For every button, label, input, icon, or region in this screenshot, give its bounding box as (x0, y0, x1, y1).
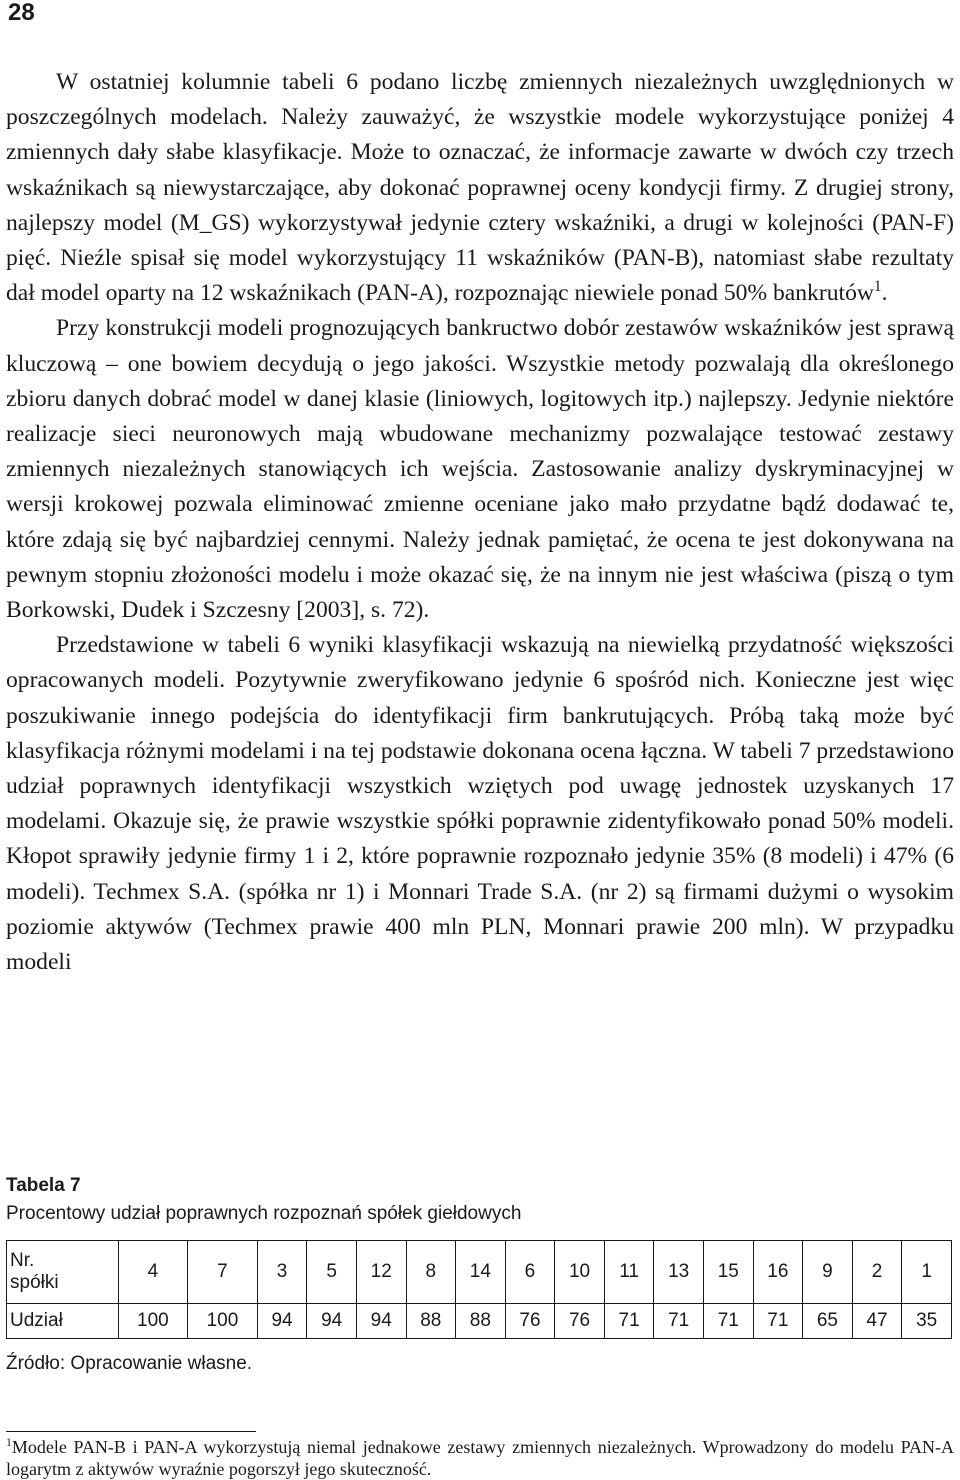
company-number-cell: 9 (803, 1241, 853, 1304)
share-cell: 76 (555, 1304, 605, 1339)
company-number-cell: 6 (505, 1241, 555, 1304)
paragraph-1-end: . (881, 280, 888, 307)
row-header-line1: Nr. (10, 1250, 35, 1271)
footnote (6, 1436, 954, 1480)
company-number-cell: 15 (703, 1241, 753, 1304)
table-caption (6, 1172, 521, 1228)
company-number-cell: 2 (852, 1241, 902, 1304)
share-cell: 76 (505, 1304, 555, 1339)
page-number: 28 (8, 0, 35, 26)
share-cell: 94 (356, 1304, 406, 1339)
company-number-cell: 12 (356, 1241, 406, 1304)
table-label: Tabela 7 (6, 1175, 81, 1196)
share-cell: 35 (902, 1304, 952, 1339)
company-number-cell: 14 (456, 1241, 506, 1304)
share-cell: 100 (188, 1304, 258, 1339)
table-row-company-number (7, 1241, 952, 1304)
body-text (6, 65, 954, 980)
company-number-cell: 4 (118, 1241, 188, 1304)
paragraph-1 (6, 65, 954, 311)
company-number-cell: 13 (654, 1241, 704, 1304)
row-header-company-number (7, 1241, 119, 1304)
results-table (6, 1240, 952, 1339)
company-number-cell: 11 (604, 1241, 654, 1304)
footnote-text: Modele PAN-B i PAN-A wykorzystują niemal jednakowe zestawy zmiennych niezależnych. Wprowadzony do modelu PAN-A logarytm z aktywów wyraźnie pogorszył jego skuteczność. (6, 1437, 954, 1479)
company-number-cell: 3 (257, 1241, 307, 1304)
table-title: Procentowy udział poprawnych rozpoznań spółek giełdowych (6, 1203, 522, 1224)
share-cell: 100 (118, 1304, 188, 1339)
paragraph-2: Przy konstrukcji modeli prognozujących bankructwo dobór zestawów wskaźników jest sprawą kluczową – one bowiem decydują o jego jakości. Wszystkie metody pozwalają dla określonego zbioru danych dobrać model w danej klasie (liniowych, logitowych itp.) najlepszy. Jedynie niektóre realizacje sieci neuronowych mają wbudowane mechanizmy pozwalające testować zestawy zmiennych niezależnych stanowiących ich wejścia. Zastosowanie analizy dyskryminacyjnej w wersji krokowej pozwala eliminować zmienne oceniane jako mało przydatne bądź dodawać te, które zdają się być najbardziej cennymi. Należy jednak pamiętać, że ocena te jest dokonywana na pewnym stopniu złożoności modelu i może okazać się, że na innym nie jest właściwa (piszą o tym Borkowski, Dudek i Szczesny [2003], s. 72). (6, 315, 954, 624)
share-cell: 88 (406, 1304, 456, 1339)
share-cell: 94 (257, 1304, 307, 1339)
row-header-line2: spółki (10, 1272, 59, 1293)
company-number-cell: 16 (753, 1241, 803, 1304)
company-number-cell: 7 (188, 1241, 258, 1304)
footnote-divider (6, 1431, 256, 1432)
paragraph-1-text: W ostatniej kolumnie tabeli 6 podano liczbę zmiennych niezależnych uwzględnionych w poszczególnych modelach. Należy zauważyć, że wszystkie modele wykorzystujące poniżej 4 zmiennych dały słabe klasyfikacje. Może to oznaczać, że informacje zawarte w dwóch czy trzech wskaźnikach są niewystarczające, aby dokonać poprawnej oceny kondycji firmy. Z drugiej strony, najlepszy model (M_GS) wykorzystywał jedynie cztery wskaźniki, a drugi w kolejności (PAN-F) pięć. Nieźle spisał się model wykorzystujący 11 wskaźników (PAN-B), natomiast słabe rezultaty dał model oparty na 12 wskaźnikach (PAN-A), rozpoznając niewiele ponad 50% bankrutów (6, 69, 954, 307)
footnote-ref[interactable]: 1 (873, 278, 882, 296)
company-number-cell: 1 (902, 1241, 952, 1304)
share-cell: 94 (307, 1304, 357, 1339)
share-cell: 71 (604, 1304, 654, 1339)
share-cell: 65 (803, 1304, 853, 1339)
share-cell: 71 (703, 1304, 753, 1339)
footnote-marker: 1 (6, 1436, 12, 1449)
paragraph-3: Przedstawione w tabeli 6 wyniki klasyfikacji wskazują na niewielką przydatność większości opracowanych modeli. Pozytywnie zweryfikowano jedynie 6 spośród nich. Konieczne jest więc poszukiwanie innego podejścia do identyfikacji firm bankrutujących. Próbą taką może być klasyfikacja różnymi modelami i na tej podstawie dokonana ocena łączna. W tabeli 7 przedstawiono udział poprawnych identyfikacji wszystkich wziętych pod uwagę jednostek uzyskanych 17 modelami. Okazuje się, że prawie wszystkie spółki poprawnie zidentyfikowało ponad 50% modeli. Kłopot sprawiły jedynie firmy 1 i 2, które poprawnie rozpoznało jedynie 35% (8 modeli) i 47% (6 modeli). Techmex S.A. (spółka nr 1) i Monnari Trade S.A. (nr 2) są firmami dużymi o wysokim poziomie aktywów (Techmex prawie 400 mln PLN, Monnari prawie 200 mln). W przypadku modeli (6, 632, 954, 976)
share-cell: 71 (654, 1304, 704, 1339)
table-source: Źródło: Opracowanie własne. (6, 1353, 253, 1374)
company-number-cell: 5 (307, 1241, 357, 1304)
company-number-cell: 10 (555, 1241, 605, 1304)
table-row-share (7, 1304, 952, 1339)
share-cell: 47 (852, 1304, 902, 1339)
row-header-share: Udział (7, 1304, 119, 1339)
share-cell: 88 (456, 1304, 506, 1339)
company-number-cell: 8 (406, 1241, 456, 1304)
share-cell: 71 (753, 1304, 803, 1339)
